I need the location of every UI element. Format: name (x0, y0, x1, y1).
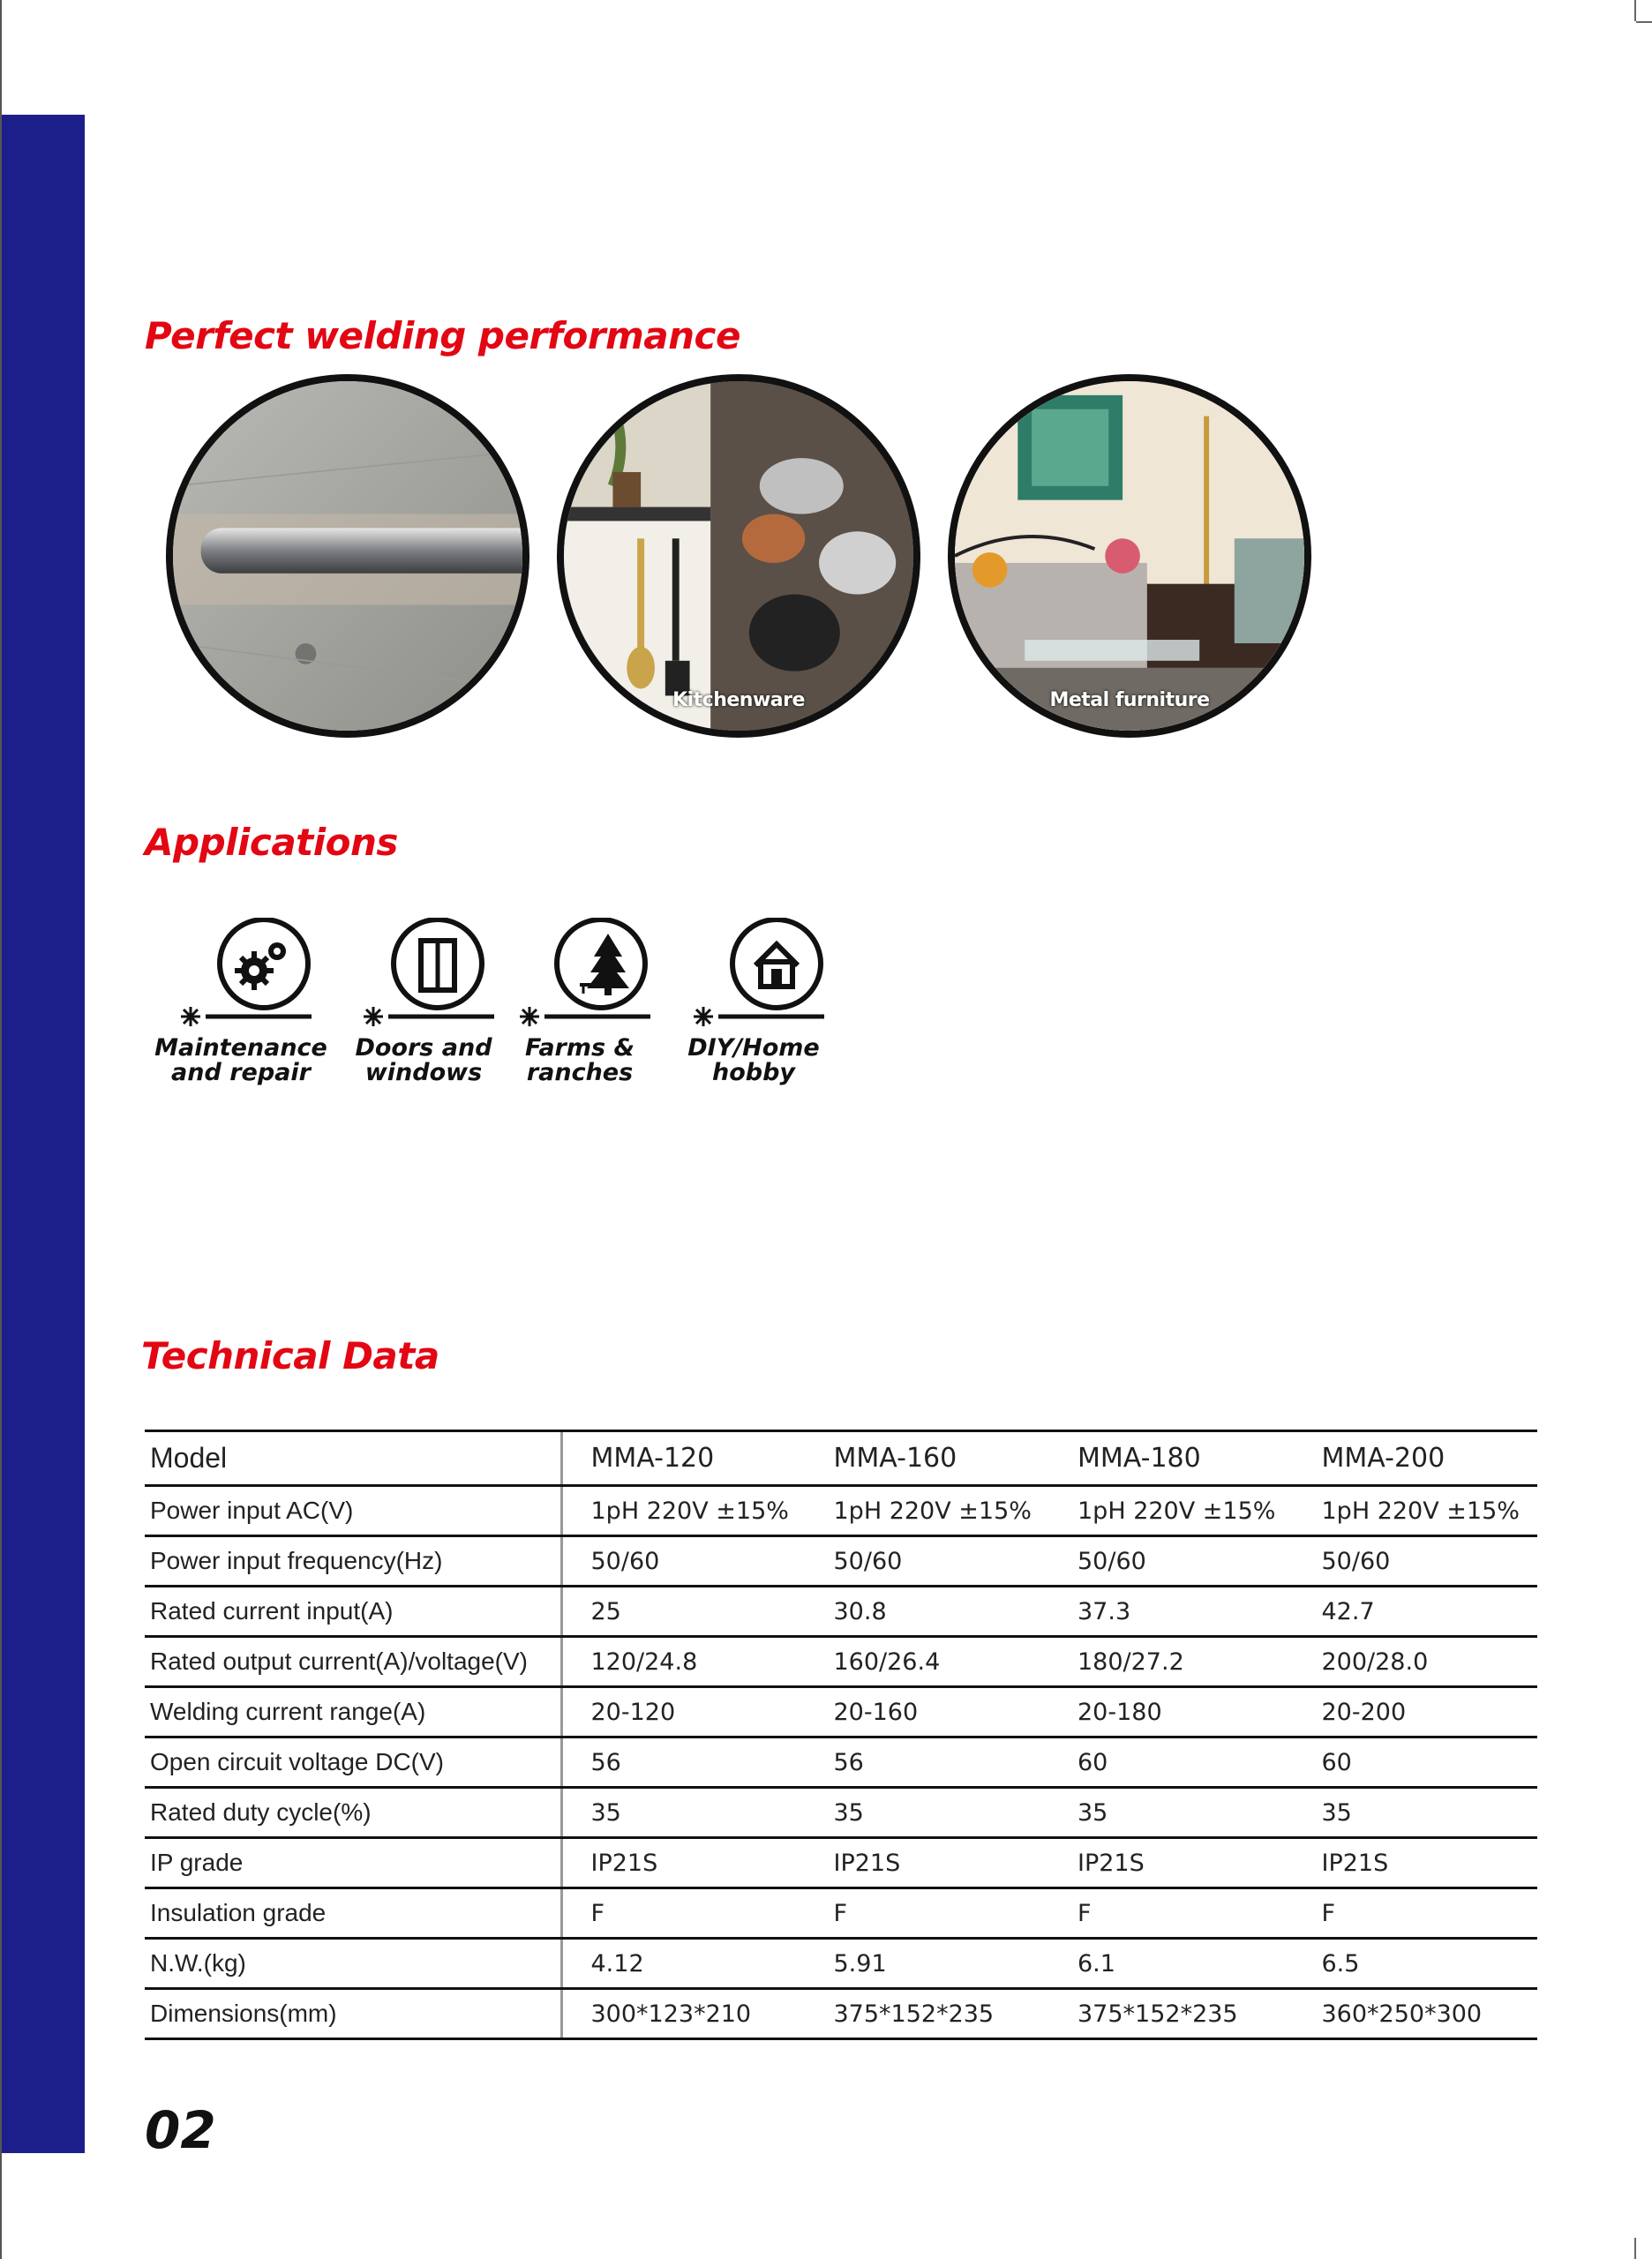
table-cell: 1pH 220V ±15% (1294, 1486, 1538, 1536)
table-cell: 50/60 (1049, 1536, 1294, 1587)
table-row (145, 1888, 1537, 1939)
application-item (492, 918, 668, 1085)
header-cell: MMA-120 (561, 1431, 806, 1486)
application-label: Farms & ranches (524, 1034, 635, 1086)
row-label: Rated output current(A)/voltage(V) (145, 1637, 561, 1687)
table-cell: F (1294, 1888, 1538, 1939)
table-cell: 30.8 (806, 1587, 1050, 1637)
table-cell: 35 (561, 1788, 806, 1838)
technical-data-title: Technical Data (141, 1334, 439, 1377)
tree-icon (509, 918, 650, 1032)
table-row (145, 1737, 1537, 1788)
table-cell: 20-180 (1049, 1687, 1294, 1737)
table-cell: 6.1 (1049, 1939, 1294, 1989)
page-number: 02 (145, 2100, 216, 2160)
performance-title: Perfect welding performance (145, 314, 740, 357)
table-cell: 20-120 (561, 1687, 806, 1737)
application-item (335, 918, 512, 1085)
table-cell: F (561, 1888, 806, 1939)
technical-data-table (145, 1430, 1537, 2040)
table-cell: 56 (806, 1737, 1050, 1788)
house-icon (683, 918, 824, 1032)
table-cell: 360*250*300 (1294, 1989, 1538, 2039)
crop-mark (1636, 21, 1652, 23)
table-cell: IP21S (1294, 1838, 1538, 1888)
table-cell: 50/60 (1294, 1536, 1538, 1587)
row-label: Power input AC(V) (145, 1486, 561, 1536)
header-cell: MMA-160 (806, 1431, 1050, 1486)
table-cell: 1pH 220V ±15% (561, 1486, 806, 1536)
door-icon (353, 918, 494, 1032)
table-cell: F (806, 1888, 1050, 1939)
table-cell: IP21S (1049, 1838, 1294, 1888)
table-cell: 56 (561, 1737, 806, 1788)
table-cell: 20-160 (806, 1687, 1050, 1737)
table-cell: 50/60 (806, 1536, 1050, 1587)
table-cell: 120/24.8 (561, 1637, 806, 1687)
row-label: Power input frequency(Hz) (145, 1536, 561, 1587)
table-cell: IP21S (806, 1838, 1050, 1888)
table-cell: 60 (1294, 1737, 1538, 1788)
row-label: Open circuit voltage DC(V) (145, 1737, 561, 1788)
table-cell: 35 (806, 1788, 1050, 1838)
table-cell: F (1049, 1888, 1294, 1939)
table-cell: 375*152*235 (1049, 1989, 1294, 2039)
row-label: IP grade (145, 1838, 561, 1888)
header-cell: MMA-200 (1294, 1431, 1538, 1486)
table-cell: 6.5 (1294, 1939, 1538, 1989)
table-cell: 50/60 (561, 1536, 806, 1587)
table-cell: 35 (1294, 1788, 1538, 1838)
table-cell: 1pH 220V ±15% (806, 1486, 1050, 1536)
applications-title: Applications (145, 821, 398, 864)
table-cell: 1pH 220V ±15% (1049, 1486, 1294, 1536)
row-label: N.W.(kg) (145, 1939, 561, 1989)
weld-bead-photo (166, 374, 529, 738)
table-cell: 37.3 (1049, 1587, 1294, 1637)
row-label: Rated duty cycle(%) (145, 1788, 561, 1838)
kitchenware-photo (557, 374, 920, 738)
table-cell: 160/26.4 (806, 1637, 1050, 1687)
table-row (145, 1687, 1537, 1737)
table-row (145, 1939, 1537, 1989)
table-cell: IP21S (561, 1838, 806, 1888)
table-cell: 60 (1049, 1737, 1294, 1788)
table-row (145, 1637, 1537, 1687)
application-item (665, 918, 842, 1085)
application-label: Maintenance and repair (154, 1034, 327, 1086)
table-cell: 35 (1049, 1788, 1294, 1838)
table-cell: 42.7 (1294, 1587, 1538, 1637)
photo-caption: Kitchenware (672, 689, 805, 711)
application-item (153, 918, 329, 1085)
application-label: DIY/Home hobby (687, 1034, 820, 1086)
header-cell: MMA-180 (1049, 1431, 1294, 1486)
table-row (145, 1989, 1537, 2039)
photo-caption: Metal furniture (1049, 689, 1210, 711)
table-row (145, 1536, 1537, 1587)
table-cell: 5.91 (806, 1939, 1050, 1989)
table-header-row (145, 1431, 1537, 1486)
table-cell: 180/27.2 (1049, 1637, 1294, 1687)
table-cell: 20-200 (1294, 1687, 1538, 1737)
crop-mark (1634, 0, 1636, 21)
row-label: Welding current range(A) (145, 1687, 561, 1737)
row-label: Insulation grade (145, 1888, 561, 1939)
table-cell: 200/28.0 (1294, 1637, 1538, 1687)
table-row (145, 1838, 1537, 1888)
gears-icon (170, 918, 312, 1032)
table-cell: 300*123*210 (561, 1989, 806, 2039)
metal-furniture-photo (948, 374, 1311, 738)
application-label: Doors and windows (355, 1034, 492, 1086)
table-row (145, 1788, 1537, 1838)
table-row (145, 1486, 1537, 1536)
table-cell: 4.12 (561, 1939, 806, 1989)
row-label: Rated current input(A) (145, 1587, 561, 1637)
table-row (145, 1587, 1537, 1637)
row-label: Dimensions(mm) (145, 1989, 561, 2039)
crop-mark (1634, 2238, 1636, 2259)
side-color-bar (2, 115, 85, 2153)
table-cell: 375*152*235 (806, 1989, 1050, 2039)
header-cell: Model (145, 1431, 561, 1486)
table-cell: 25 (561, 1587, 806, 1637)
